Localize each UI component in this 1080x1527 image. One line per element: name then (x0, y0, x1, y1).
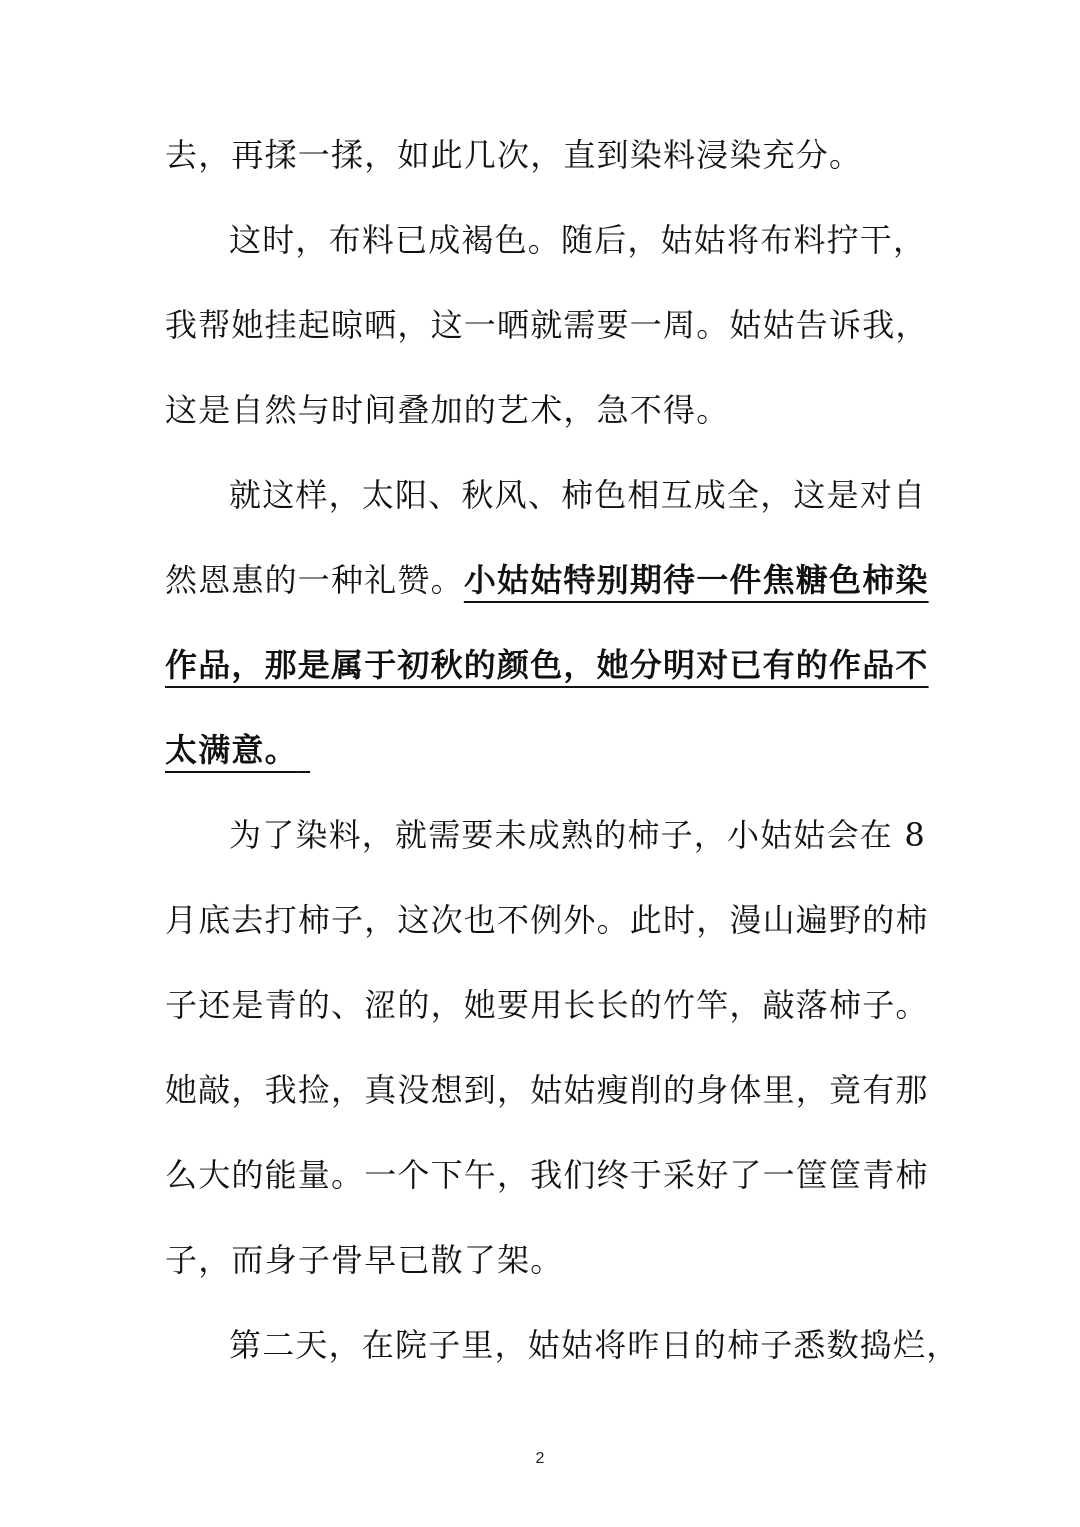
text-line: 月底去打柿子，这次也不例外。此时，漫山遍野的柿 (165, 901, 929, 939)
text-line: 她敲，我捡，真没想到，姑姑瘦削的身体里，竟有那 (165, 1071, 929, 1109)
paragraph-5 (165, 1315, 960, 1375)
document-body (165, 125, 960, 1375)
paragraph-1 (165, 125, 917, 185)
plain-text: 然恩惠的一种礼赞。 (165, 561, 464, 599)
emphasized-text: 小姑姑特别期待一件焦糖色柿染 (463, 561, 929, 599)
text-line: 么大的能量。一个下午，我们终于采好了一筐筐青柿 (165, 1156, 929, 1194)
text-line: 子，而身子骨早已散了架。 (165, 1241, 564, 1279)
text-line: 第二天，在院子里，姑姑将昨日的柿子悉数捣烂， (229, 1326, 960, 1364)
emphasized-text: 作品，那是属于初秋的颜色，她分明对已有的作品不 (165, 646, 929, 684)
emphasized-text: 太满意。 (165, 731, 298, 769)
text-line (165, 635, 929, 720)
text-line: 我帮她挂起晾晒，这一晒就需要一周。姑姑告诉我， (165, 306, 929, 344)
text-line (165, 550, 929, 635)
text-line: 就这样，太阳、秋风、柿色相互成全，这是对自 (229, 476, 927, 514)
text-line (165, 720, 917, 780)
text-line: 去，再揉一揉，如此几次，直到染料浸染充分。 (165, 136, 863, 174)
paragraph-4 (165, 805, 929, 1290)
text-line: 这时，布料已成褐色。随后，姑姑将布料拧干， (229, 221, 927, 259)
text-line: 这是自然与时间叠加的艺术，急不得。 (165, 391, 730, 429)
page-number: 2 (535, 1450, 545, 1467)
text-line: 子还是青的、涩的，她要用长长的竹竿，敲落柿子。 (165, 986, 929, 1024)
paragraph-3 (165, 465, 929, 780)
paragraph-2 (165, 210, 929, 440)
underline-tail (298, 731, 310, 769)
text-line: 为了染料，就需要未成熟的柿子，小姑姑会在 8 (229, 816, 926, 854)
